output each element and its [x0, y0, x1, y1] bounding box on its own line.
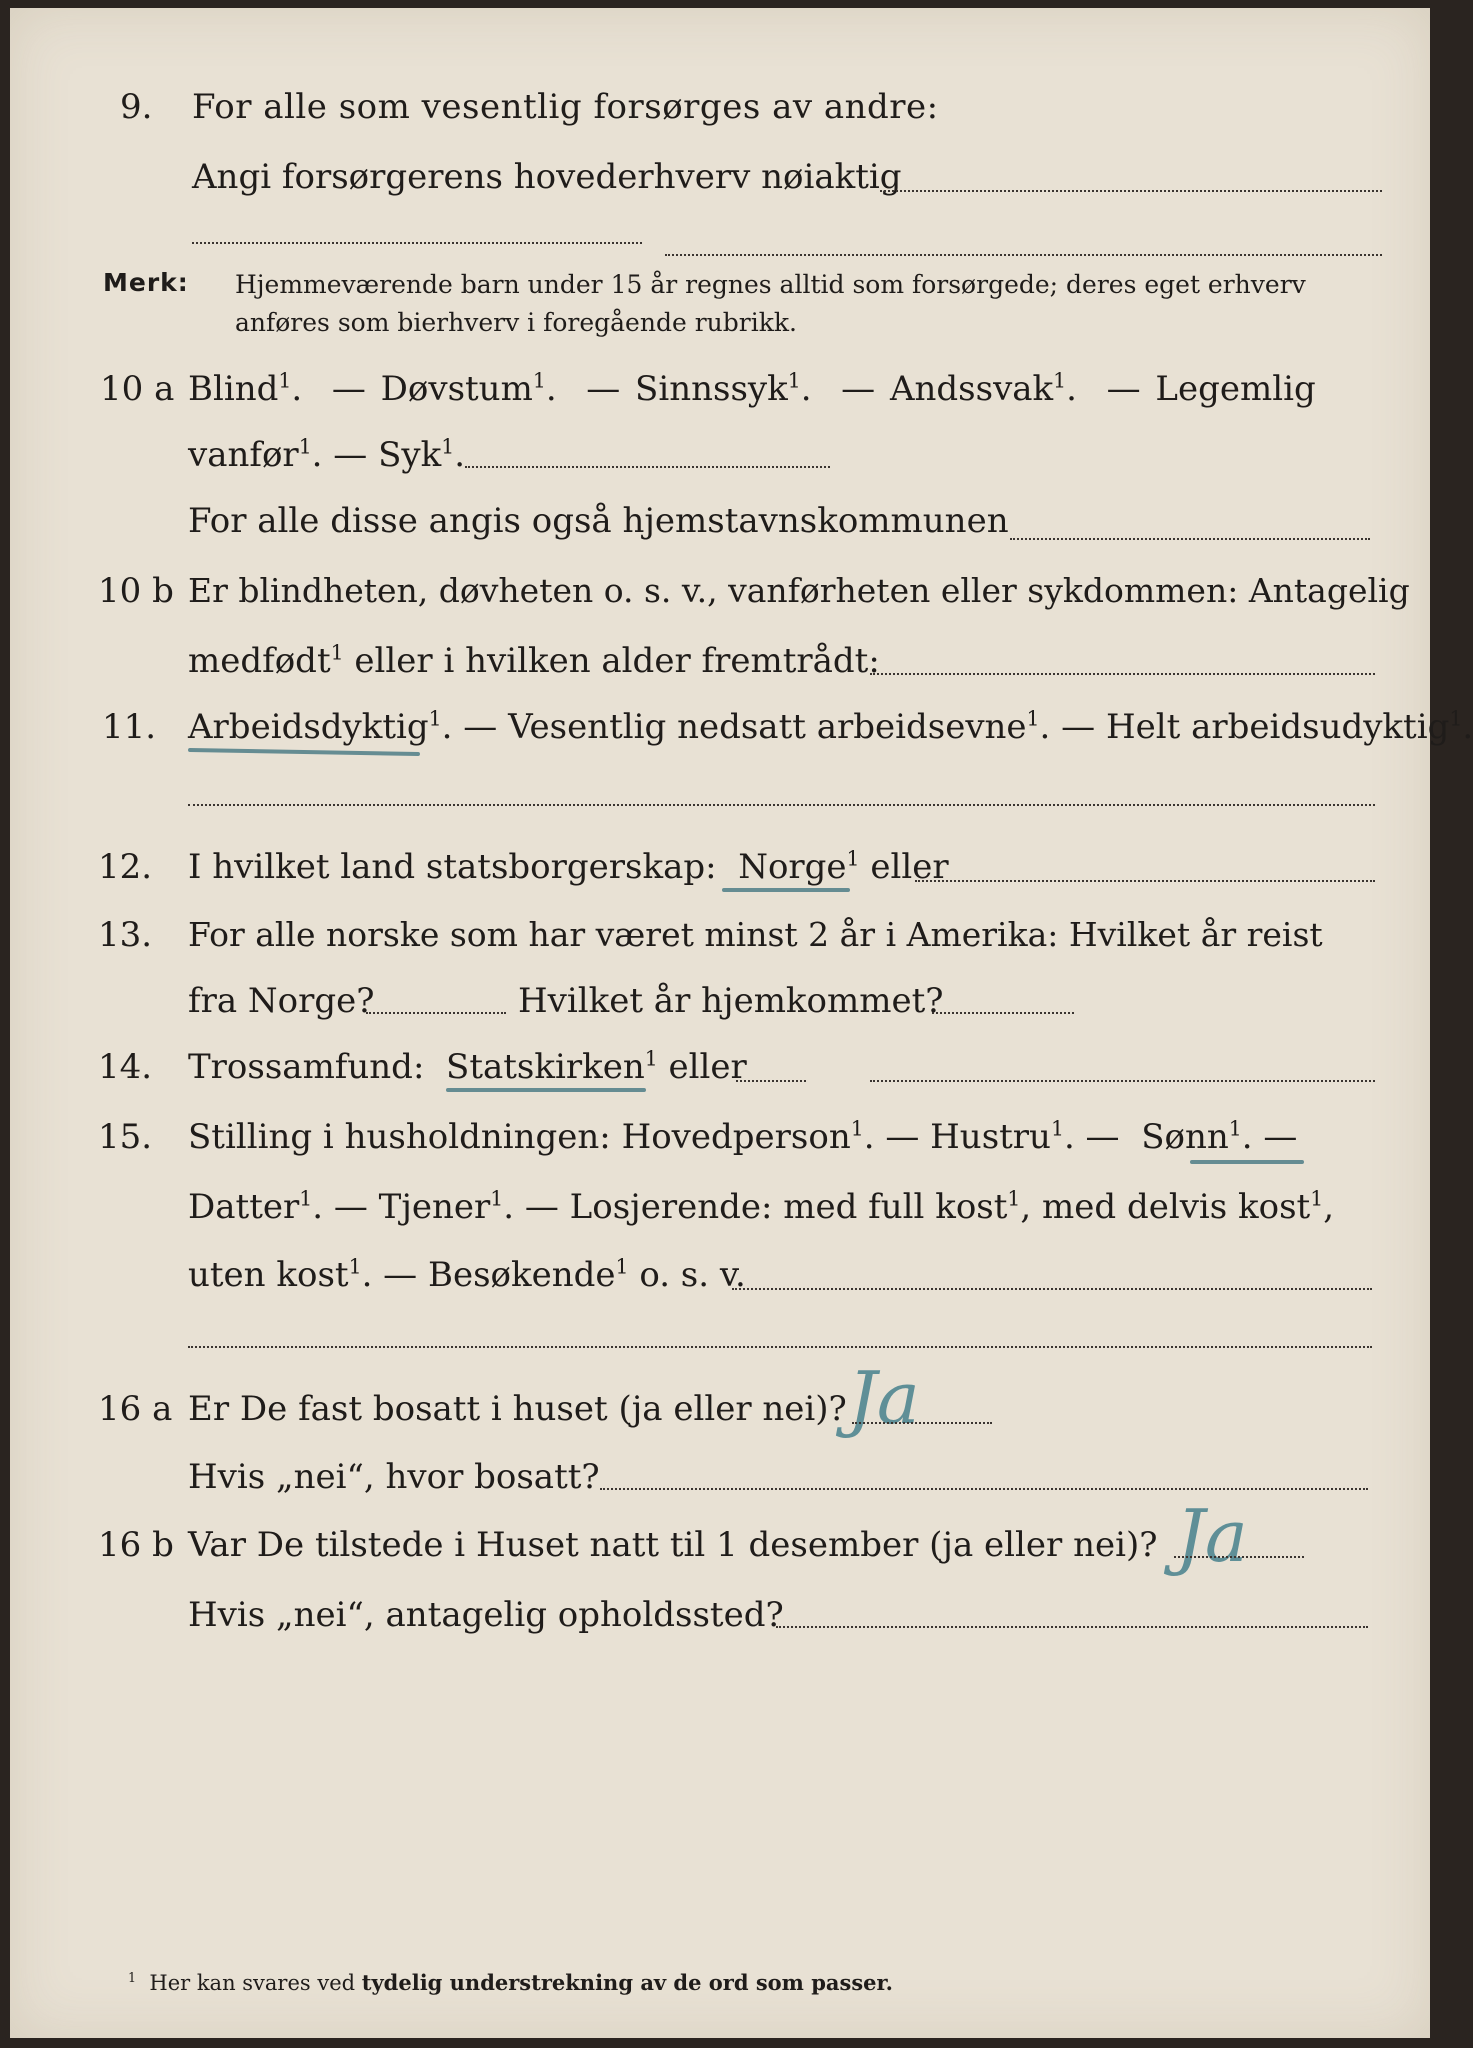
q16b-answer-line-2	[776, 1626, 1368, 1628]
q16a-handwritten-answer: Ja	[848, 1356, 920, 1440]
q10b-number: 10 b	[98, 571, 174, 611]
q10b-line1: Er blindheten, døvheten o. s. v., vanførheten eller sykdommen: Antagelig	[188, 571, 1410, 610]
q11-line: Arbeidsdyktig$^1$. — Vesentlig nedsatt arbeidsevne$^1$. — Helt arbeidsudyktig$^1$.	[188, 706, 1473, 747]
q9-number: 9.	[120, 87, 153, 127]
merk-line2: anføres som bierhverv i foregående rubrikk.	[235, 308, 797, 337]
q10b-answer-line	[870, 673, 1375, 675]
q9-answer-line	[880, 190, 1382, 192]
q12-number: 12.	[98, 847, 153, 887]
q10a-line1: Blind$^1$. — Døvstum$^1$. — Sinnssyk$^1$. — Andssvak$^1$. — Legemlig	[188, 368, 1316, 409]
footnote: $^1$ Her kan svares ved tydelig understrekning av de ord som passer.	[128, 1970, 893, 1995]
opt-dovstum: — Døvstum	[331, 369, 533, 409]
q13-line1: For alle norske som har været minst 2 år i Amerika: Hvilket år reist	[188, 915, 1323, 954]
merk-line1: Hjemmeværende barn under 15 år regnes alltid som forsørgede; deres eget erhverv	[235, 270, 1306, 299]
q15-number: 15.	[98, 1117, 153, 1157]
q12-answer-line	[915, 880, 1375, 882]
q15-answer-line-2	[188, 1346, 1372, 1348]
q14-answer-line-1	[736, 1080, 806, 1082]
opt-blind: Blind	[188, 369, 279, 409]
q16a-line1: Er De fast bosatt i huset (ja eller nei)?	[188, 1389, 847, 1429]
q9-line1: For alle som vesentlig forsørges av andre:	[192, 87, 939, 127]
merk-label: Merk:	[103, 268, 189, 297]
underline-statskirken	[446, 1088, 646, 1092]
q10b-line2: medfødt$^1$ eller i hvilken alder fremtrådt:	[188, 640, 880, 681]
q13-line2b: Hvilket år hjemkommet?	[518, 981, 944, 1021]
q10a-line3: For alle disse angis også hjemstavnskommunen	[188, 501, 1009, 541]
q12-line: I hvilket land statsborgerskap: Norge$^1$ eller	[188, 846, 949, 887]
q10a-number: 10 a	[100, 369, 175, 409]
q13-answer-line-1	[366, 1012, 506, 1014]
underline-norge	[722, 888, 850, 892]
q16b-line1: Var De tilstede i Huset natt til 1 desember (ja eller nei)?	[188, 1525, 1158, 1565]
opt-sonn: Sønn	[1141, 1117, 1229, 1157]
q15-line2: Datter$^1$. — Tjener$^1$. — Losjerende: med full kost$^1$, med delvis kost$^1$,	[188, 1186, 1335, 1227]
q16b-answer-line	[1174, 1556, 1304, 1558]
q11-number: 11.	[102, 707, 157, 747]
q13-line2a: fra Norge?	[188, 981, 375, 1021]
q16a-number: 16 a	[98, 1389, 173, 1429]
q16a-answer-line	[852, 1422, 992, 1424]
q9-line2: Angi forsørgerens hovederhverv nøiaktig	[192, 157, 902, 197]
opt-arbeidsdyktig: Arbeidsdyktig	[188, 707, 429, 747]
q15-answer-line	[732, 1288, 1372, 1290]
q14-number: 14.	[98, 1047, 153, 1087]
opt-legemlig: — Legemlig	[1106, 369, 1316, 409]
q13-number: 13.	[98, 915, 153, 955]
q10a-line2: vanfør$^1$. — Syk$^1$.	[188, 434, 466, 475]
q16b-line2: Hvis „nei“, antagelig opholdssted?	[188, 1595, 784, 1635]
q10a-answer-line	[465, 466, 830, 468]
q16a-answer-line-2	[600, 1488, 1368, 1490]
census-form-page	[10, 8, 1473, 2038]
q15-line1: Stilling i husholdningen: Hovedperson$^1$. — Hustru$^1$. — Sønn$^1$. —	[188, 1116, 1298, 1157]
underline-sonn	[1190, 1160, 1304, 1164]
q11-answer-line	[188, 804, 1375, 806]
q16a-line2: Hvis „nei“, hvor bosatt?	[188, 1457, 600, 1497]
underline-arbeidsdyktig	[188, 748, 420, 756]
q9-answer-line-2a	[192, 242, 642, 244]
q14-line: Trossamfund: Statskirken$^1$ eller	[188, 1046, 747, 1087]
opt-norge: Norge	[738, 847, 847, 887]
q15-line3: uten kost$^1$. — Besøkende$^1$ o. s. v.	[188, 1254, 746, 1295]
opt-andssvak: — Andssvak	[841, 369, 1054, 409]
q16b-number: 16 b	[98, 1525, 174, 1565]
q9-answer-line-2b	[665, 254, 1382, 256]
q16b-handwritten-answer: Ja	[1176, 1494, 1248, 1578]
opt-sinnssyk: — Sinnssyk	[586, 369, 788, 409]
q13-answer-line-2	[932, 1012, 1074, 1014]
opt-statskirken: Statskirken	[446, 1047, 645, 1087]
q14-answer-line-2	[870, 1080, 1375, 1082]
q10a-answer-line-2	[1010, 538, 1370, 540]
